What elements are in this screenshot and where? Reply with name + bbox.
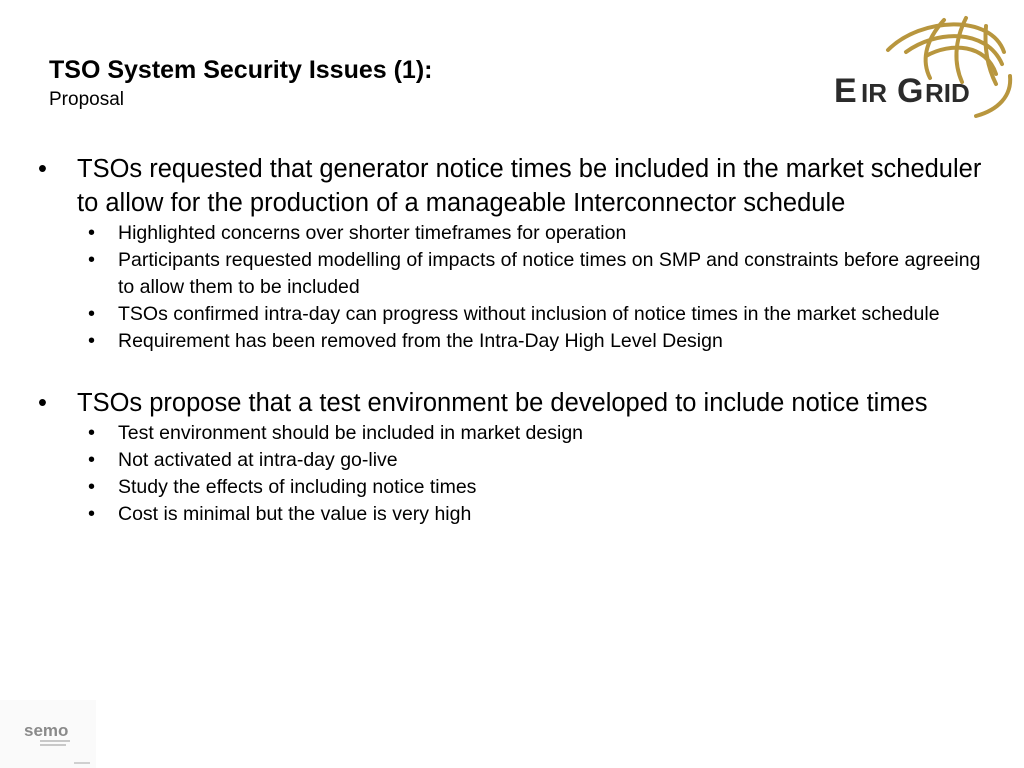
- bullet-icon: •: [88, 222, 96, 244]
- bullet-sub: • Study the effects of including notice times: [30, 474, 990, 501]
- svg-text:semo: semo: [24, 721, 69, 740]
- bullet-main-1: • TSOs requested that generator notice times be included in the market scheduler to allow for the production of a manageable Interconnector schedule: [30, 152, 990, 220]
- bullet-sub: • TSOs confirmed intra-day can progress without inclusion of notice times in the market schedule: [30, 301, 990, 328]
- svg-text:E: E: [834, 72, 858, 110]
- eirgrid-logo: [826, 12, 1016, 128]
- svg-text:RID: RID: [925, 78, 970, 108]
- slide-body: [30, 152, 990, 528]
- semo-logo: [0, 700, 96, 768]
- bullet-icon: •: [88, 422, 96, 444]
- bullet-icon: •: [38, 389, 47, 417]
- bullet-icon: •: [88, 476, 96, 498]
- bullet-sub: • Requirement has been removed from the Intra-Day High Level Design: [30, 328, 990, 355]
- bullet-icon: •: [38, 155, 47, 183]
- bullet-sub: • Test environment should be included in market design: [30, 420, 990, 447]
- bullet-icon: •: [88, 330, 96, 352]
- slide-subtitle: Proposal: [49, 89, 124, 110]
- bullet-icon: •: [88, 249, 96, 271]
- bullet-icon: •: [88, 303, 96, 325]
- bullet-sub: • Not activated at intra-day go-live: [30, 447, 990, 474]
- bullet-icon: •: [88, 503, 96, 525]
- bullet-sub: • Highlighted concerns over shorter timeframes for operation: [30, 220, 990, 247]
- svg-text:IR: IR: [861, 78, 887, 108]
- svg-text:G: G: [897, 72, 924, 110]
- bullet-sub: • Participants requested modelling of impacts of notice times on SMP and constraints before agreeing to allow them to be included: [88, 249, 981, 298]
- slide-title: TSO System Security Issues (1):: [49, 56, 433, 84]
- bullet-main-2: • TSOs propose that a test environment be developed to include notice times: [30, 386, 990, 420]
- bullet-icon: •: [88, 449, 96, 471]
- bullet-sub: • Cost is minimal but the value is very high: [30, 501, 990, 528]
